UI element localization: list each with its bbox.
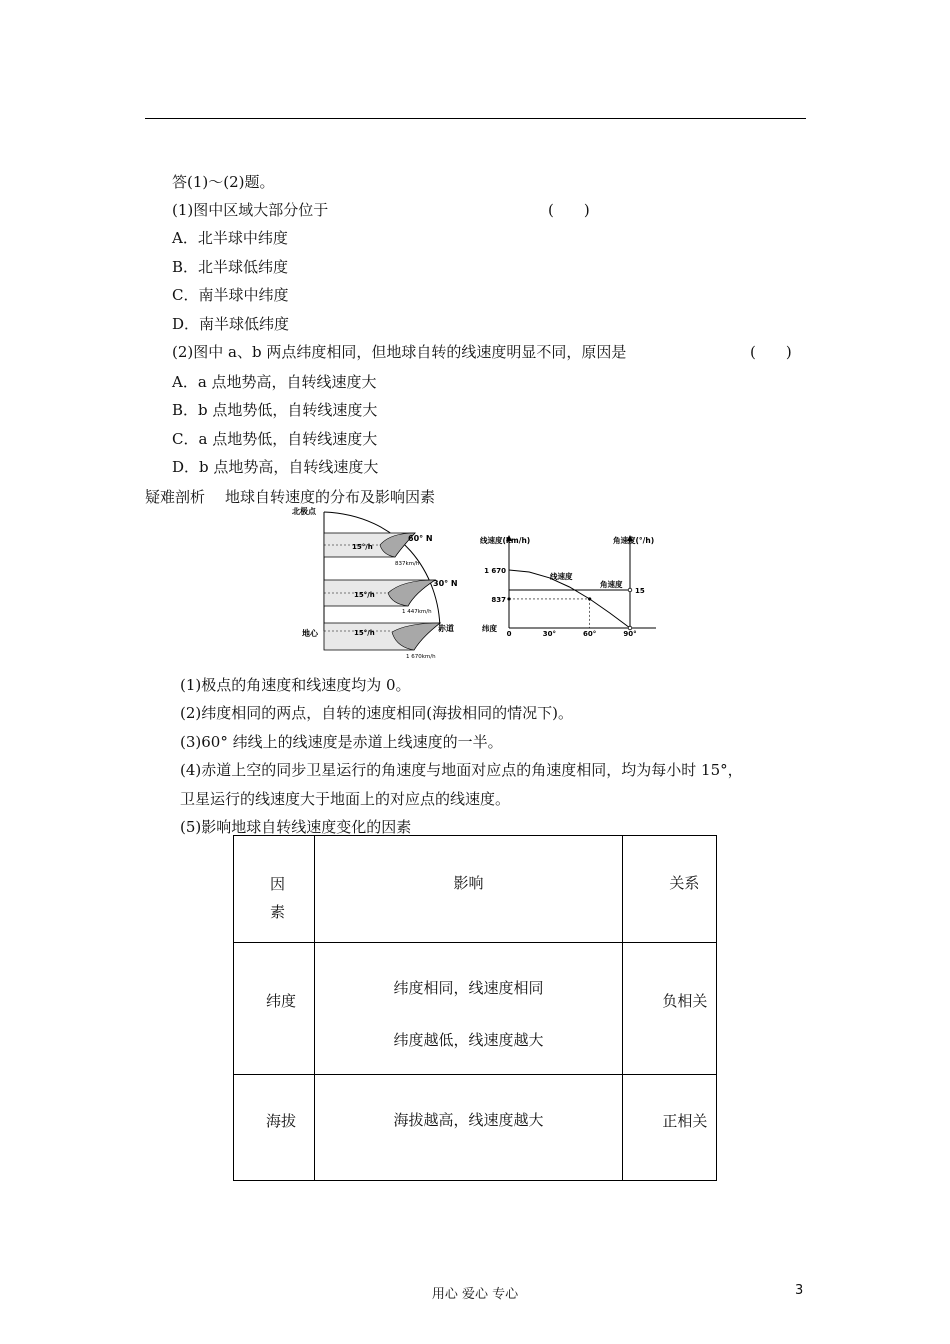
relation-cell [623,943,717,1075]
factor-cell [234,943,315,1075]
q1-option-d: D．南半球低纬度 [172,315,290,333]
lat60-label: 60° N [408,534,433,543]
q1-option-b: B．北半球低纬度 [172,258,289,276]
page-footer: 用心 爱心 专心 [431,1287,519,1302]
y2-tick-label: 15 [635,587,645,595]
y2-axis-label: 角速度(°/h) [613,536,655,545]
angular-label-60: 15°/h [352,543,373,551]
header-factor-cell [234,836,315,943]
pole-label: 北极点 [292,507,316,516]
speed-30-label: 1 447km/h [402,609,432,615]
q1-option-c: C．南半球中纬度 [172,286,289,304]
y-tick-label: 1 670 [484,567,506,575]
q2-option-a: A．a 点地势高，自转线速度大 [172,373,377,391]
series-label-angular: 角速度 [600,580,623,589]
q2-stem: (2)图中 a、b 两点纬度相同，但地球自转的线速度明显不同，原因是 [172,343,627,361]
speed-eq-label: 1 670km/h [406,654,436,660]
factor-cell [234,1075,315,1181]
q2-option-c: C．a 点地势低，自转线速度大 [172,430,378,448]
header-rule [145,118,806,119]
point-60 [588,597,591,600]
header-effect: 影响 [453,874,484,892]
note-5: (5)影响地球自转线速度变化的因素 [180,818,412,836]
header-relation-cell [623,836,717,943]
lat30-label: 30° N [433,579,458,588]
note-3: (3)60° 纬线上的线速度是赤道上线速度的一半。 [180,733,503,751]
angular-label-eq: 15°/h [354,629,375,637]
effect-cell [314,1075,623,1181]
intro-line: 答(1)～(2)题。 [172,173,275,191]
x-tick-label: 60° [583,630,597,638]
q2-answer-paren: ( ) [750,343,792,361]
factors-table [233,835,717,1181]
speed-chart [480,530,680,642]
q2-option-d: D．b 点地势高，自转线速度大 [172,458,379,476]
factor-altitude: 海拔 [266,1112,297,1130]
y-tick-label: 837 [491,595,506,604]
point-angular-15 [628,588,632,592]
relation-cell [623,1075,717,1181]
x-tick-label: 90° [623,630,637,638]
relation-latitude: 负相关 [662,992,708,1010]
effect-latitude-2: 纬度越低，线速度越大 [393,1031,544,1049]
page-number: 3 [795,1283,804,1298]
table-header-row [234,836,717,943]
table-row [234,943,717,1075]
q1-stem: (1)图中区域大部分位于 [172,201,329,219]
effect-latitude-1: 纬度相同，线速度相同 [393,979,544,997]
note-1: (1)极点的角速度和线速度均为 0。 [180,676,411,694]
x-tick-label: 0 [506,630,512,638]
section-title: 地球自转速度的分布及影响因素 [225,488,436,506]
table-row [234,1075,717,1181]
header-effect-cell [314,836,623,943]
effect-altitude-1: 海拔越高，线速度越大 [393,1111,544,1129]
note-2: (2)纬度相同的两点，自转的速度相同(海拔相同的情况下)。 [180,704,573,722]
x-axis-label: 纬度 [482,624,497,633]
q1-answer-paren: ( ) [548,201,590,219]
relation-altitude: 正相关 [662,1112,708,1130]
factor-latitude: 纬度 [266,992,297,1010]
x-tick-label: 30° [542,630,556,638]
q1-option-a: A．北半球中纬度 [172,229,288,247]
q2-option-b: B．b 点地势低，自转线速度大 [172,401,378,419]
y-axis-label: 线速度(km/h) [480,536,531,545]
globe-diagram [290,503,475,663]
angular-label-30: 15°/h [354,591,375,599]
effect-cell [314,943,623,1075]
series-label-linear: 线速度 [550,572,573,581]
center-label: 地心 [302,629,318,638]
header-factor: 因素 [270,875,286,921]
note-4: (4)赤道上空的同步卫星运行的角速度与地面对应点的角速度相同，均为每小时 15°， [180,761,743,779]
section-label: 疑难剖析 [145,488,206,506]
point-837 [507,597,510,600]
header-relation: 关系 [669,874,700,892]
note-4-cont: 卫星运行的线速度大于地面上的对应点的线速度。 [180,790,511,808]
equator-label: 赤道 [438,624,454,633]
speed-60-label: 837km/h [395,561,420,567]
